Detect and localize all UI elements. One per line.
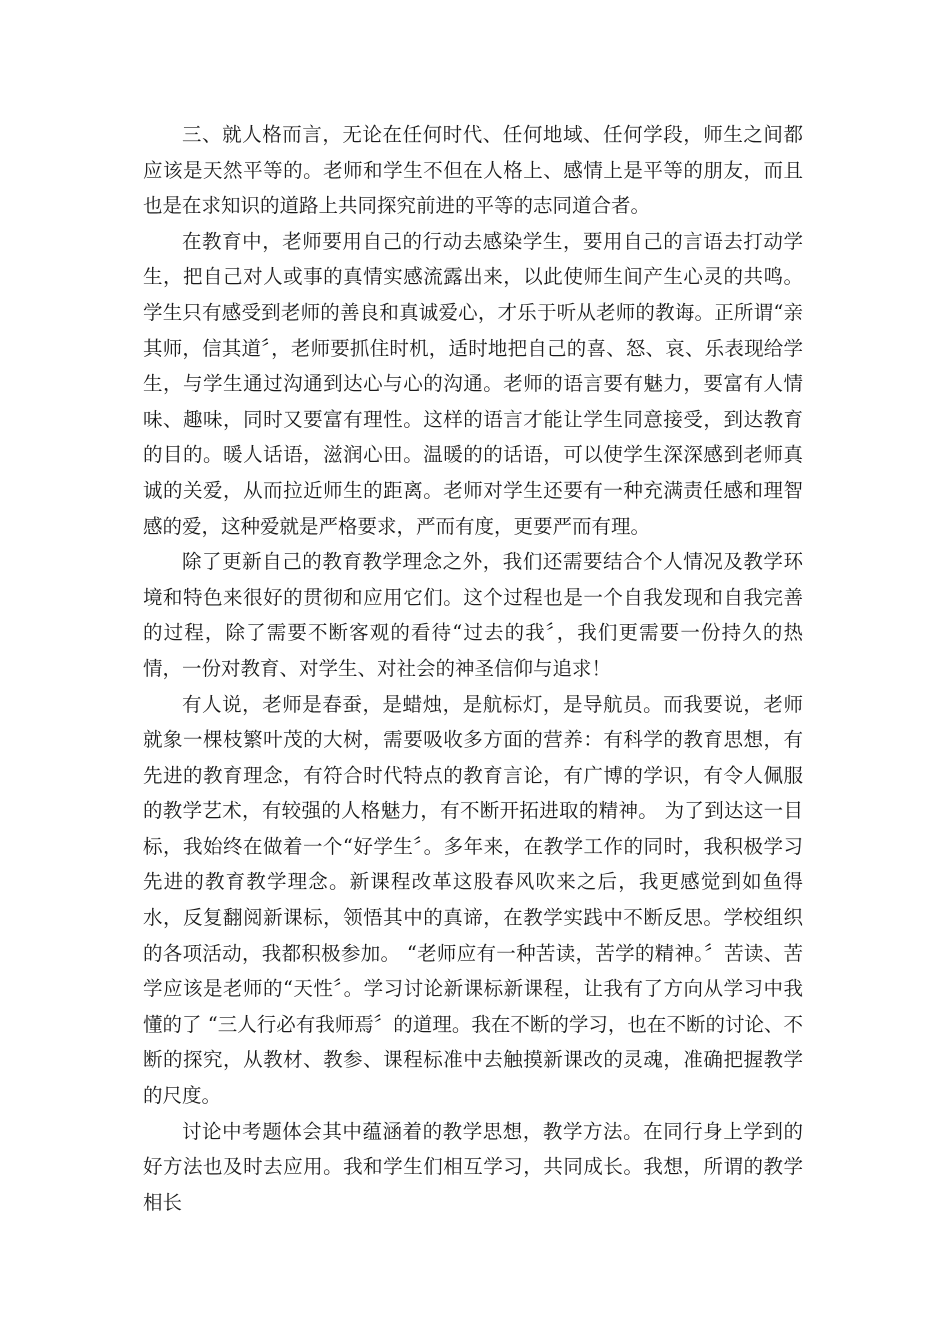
paragraph-good-student: 有人说，老师是春蚕，是蜡烛，是航标灯，是导航员。而我要说，老师就象一棵枝繁叶茂的大树，需要吸收多方面的营养：有科学的教育思想，有先进的教育理念，有符合时代特点的教育言论，有广博的学识，有令人佩服的教学艺术，有较强的人格魅力，有不断开拓进取的精神。 为了到达这一目标，我始终在做着一个“好学生〞。多年来，在教学工作的同时，我积极学习先进的教育教学理念。新课程改革这股春风吹来之后，我更感觉到如鱼得水，反复翻阅新课标，领悟其中的真谛，在教学实践中不断反思。学校组织的各项活动，我都积极参加。 “老师应有一种苦读，苦学的精神。〞苦读、苦学应该是老师的“天性〞。学习讨论新课标新课程，让我有了方向从学习中我懂的了 “三人行必有我师焉〞的道理。我在不断的学习，也在不断的讨论、不断的探究，从教材、教参、课程标准中去触摸新课改的灵魂，准确把握教学的尺度。 <box>143 692 803 1108</box>
paragraph-equality: 三、就人格而言，无论在任何时代、任何地域、任何学段，师生之间都应该是天然平等的。老师和学生不但在人格上、感情上是平等的朋友，而且也是在求知识的道路上共同探究前进的平等的志同道合者。 <box>143 123 803 218</box>
paragraph-self-improvement: 除了更新自己的教育教学理念之外，我们还需要结合个人情况及教学环境和特色来很好的贯彻和应用它们。这个过程也是一个自我发现和自我完善的过程，除了需要不断客观的看待“过去的我〞，我们更需要一份持久的热情，一份对教育、对学生、对社会的神圣信仰与追求！ <box>143 550 803 680</box>
document-body <box>143 117 803 1220</box>
paragraph-teacher-influence: 在教育中，老师要用自己的行动去感染学生，要用自己的言语去打动学生，把自己对人或事的真情实感流露出来，以此使师生间产生心灵的共鸣。学生只有感受到老师的善良和真诚爱心，才乐于听从老师的教诲。正所谓“亲其师，信其道〞，老师要抓住时机，适时地把自己的喜、怒、哀、乐表现给学生，与学生通过沟通到达心与心的沟通。老师的语言要有魅力，要富有人情味、趣味，同时又要富有理性。这样的语言才能让学生同意接受，到达教育的目的。暖人话语，滋润心田。温暖的的话语，可以使学生深深感到老师真诚的关爱，从而拉近师生的距离。老师对学生还要有一种充满责任感和理智感的爱，这种爱就是严格要求，严而有度，更要严而有理。 <box>143 229 803 538</box>
paragraph-discussion: 讨论中考题体会其中蕴涵着的教学思想，教学方法。在同行身上学到的好方法也及时去应用。我和学生们相互学习，共同成长。我想，所谓的教学相长 <box>143 1119 803 1214</box>
